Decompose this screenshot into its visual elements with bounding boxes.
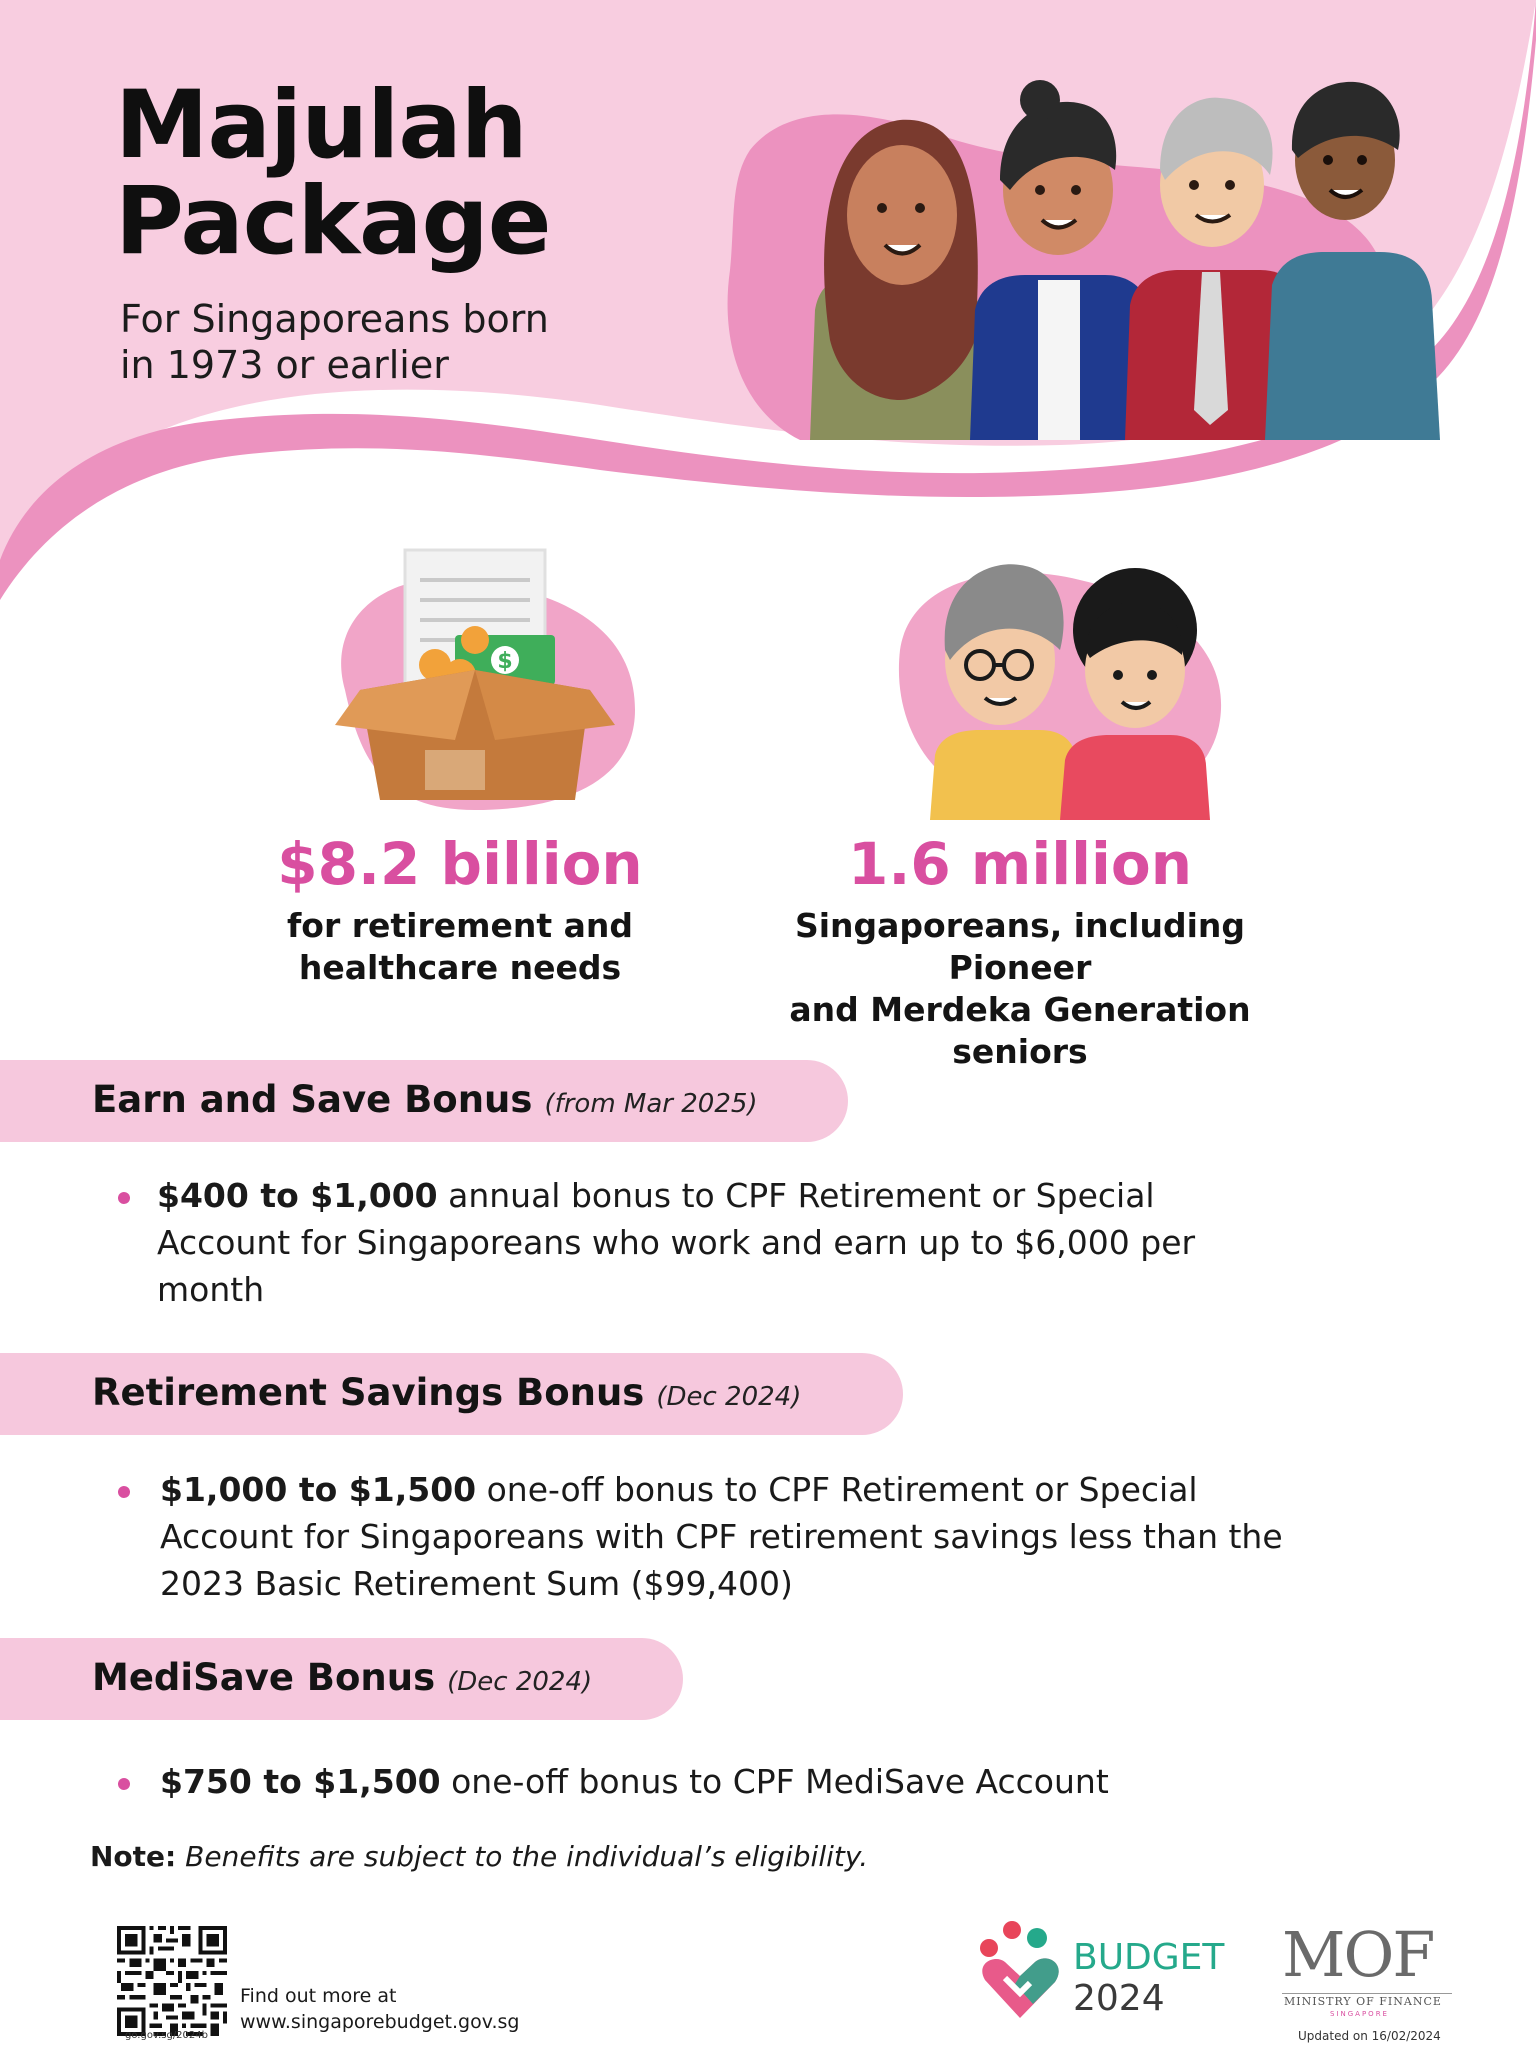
people-group-illustration xyxy=(720,40,1480,450)
mof-logo: MOF xyxy=(1282,1918,1434,1991)
bullet-earn-save: $400 to $1,000 annual bonus to CPF Retirement or Special Account for Singaporeans who work and earn up to $6,000 per month xyxy=(157,1176,1196,1309)
section-title-earn-save: Earn and Save Bonus (from Mar 2025) xyxy=(92,1078,758,1121)
stat-value-budget: $8.2 billion xyxy=(277,830,643,898)
mof-country: SINGAPORE xyxy=(1330,2010,1389,2018)
eligibility-note: Note: Benefits are subject to the individual’s eligibility. xyxy=(90,1840,869,1873)
page-subtitle: For Singaporeans born in 1973 or earlier xyxy=(120,297,549,387)
svg-text:$: $ xyxy=(497,649,513,674)
mof-full-name: MINISTRY OF FINANCE xyxy=(1284,1995,1442,2008)
budget-2024-logo-mark xyxy=(975,1918,1065,2028)
bullet-retirement-savings: $1,000 to $1,500 one-off bonus to CPF Retirement or Special Account for Singaporeans with CPF retirement savings less than the 2023 Basic Retirement Sum ($99,400) xyxy=(160,1470,1283,1603)
money-box-icon xyxy=(305,540,645,820)
mof-divider xyxy=(1282,1993,1452,1994)
page-title: Majulah Package xyxy=(115,71,551,276)
bullet-medisave: $750 to $1,500 one-off bonus to CPF MediSave Account xyxy=(160,1762,1109,1801)
bullet-dot xyxy=(118,1192,130,1204)
qr-short-link: go.gov.sg/2024b xyxy=(125,2030,208,2041)
stat-desc-budget: for retirement and healthcare needs xyxy=(286,906,634,987)
budget-logo-year: 2024 xyxy=(1073,1978,1165,2019)
qr-caption-label: Find out more at xyxy=(240,1985,397,2007)
section-title-retirement-savings: Retirement Savings Bonus (Dec 2024) xyxy=(92,1371,802,1414)
updated-date: Updated on 16/02/2024 xyxy=(1298,2029,1441,2043)
seniors-couple-icon xyxy=(880,540,1240,820)
qr-code[interactable] xyxy=(113,1922,231,2040)
stat-value-recipients: 1.6 million xyxy=(847,830,1193,898)
stat-desc-recipients: Singaporeans, including Pioneer and Merdeka Generation seniors xyxy=(789,906,1251,1071)
bullet-dot xyxy=(118,1486,130,1498)
section-title-medisave: MediSave Bonus (Dec 2024) xyxy=(92,1656,593,1699)
website-link[interactable]: www.singaporebudget.gov.sg xyxy=(240,2011,520,2033)
budget-logo-word: BUDGET xyxy=(1073,1937,1225,1978)
bullet-dot xyxy=(118,1778,130,1790)
